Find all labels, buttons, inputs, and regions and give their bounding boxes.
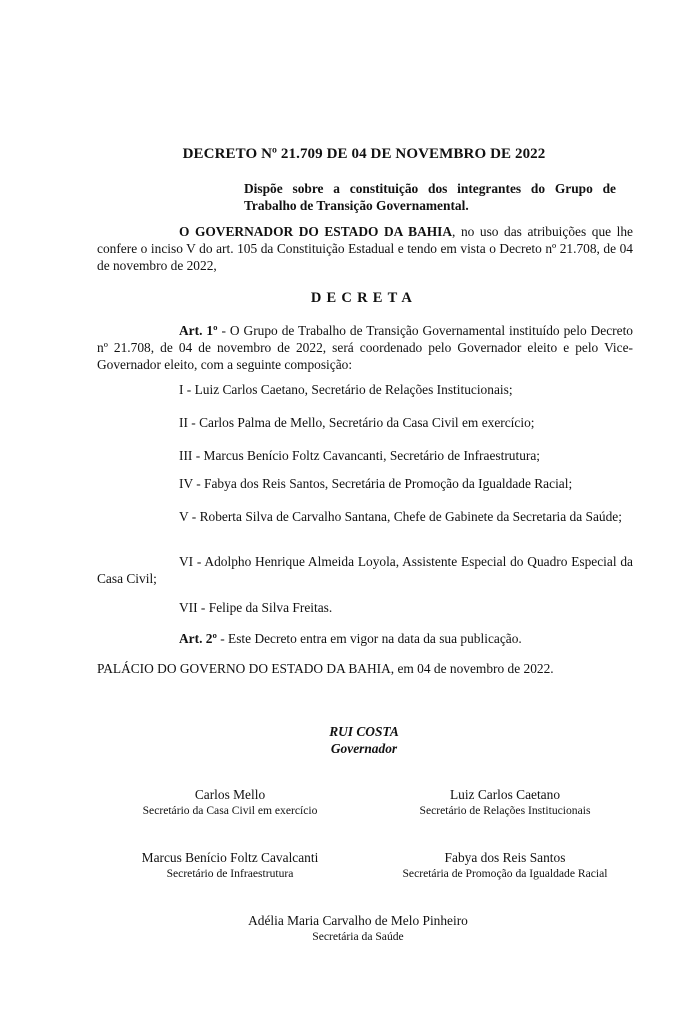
signatory-block bbox=[208, 912, 508, 945]
list-item: VI - Adolpho Henrique Almeida Loyola, Assistente Especial do Quadro Especial da Casa Civil; bbox=[97, 554, 633, 586]
signatory-role: Secretário da Casa Civil em exercício bbox=[142, 804, 318, 817]
signatory-role: Secretário de Infraestrutura bbox=[166, 867, 294, 880]
governor-signature bbox=[214, 723, 514, 757]
article-1-label: Art. 1º bbox=[179, 323, 218, 338]
article-1-text: - O Grupo de Trabalho de Transição Governamental instituído pelo Decreto nº 21.708, de 04 de novembro de 2022, será coordenado pelo Governador eleito e pelo Vice-Governador eleito, com a seguinte composição: bbox=[97, 323, 633, 372]
list-item: V - Roberta Silva de Carvalho Santana, Chefe de Gabinete da Secretaria da Saúde; bbox=[179, 509, 622, 524]
signatory-block bbox=[355, 786, 655, 819]
list-item: I - Luiz Carlos Caetano, Secretário de Relações Institucionais; bbox=[179, 382, 513, 397]
list-item: VII - Felipe da Silva Freitas. bbox=[179, 600, 333, 615]
signatory-name: Carlos Mello bbox=[194, 787, 266, 802]
signatory-role: Secretária da Saúde bbox=[312, 930, 404, 943]
preamble-paragraph bbox=[97, 223, 633, 274]
governor-role: Governador bbox=[330, 741, 398, 756]
signatory-name: Adélia Maria Carvalho de Melo Pinheiro bbox=[248, 913, 468, 928]
preamble-text: , no uso das atribuições que lhe confere o inciso V do art. 105 da Constituição Estadual e tendo em vista o Decreto nº 21.708, de 04 de novembro de 2022, bbox=[97, 224, 633, 273]
list-item: III - Marcus Benício Foltz Cavancanti, Secretário de Infraestrutura; bbox=[179, 448, 541, 463]
signatory-block bbox=[80, 849, 380, 882]
article-2-label: Art. 2º bbox=[179, 631, 217, 646]
signatory-name: Luiz Carlos Caetano bbox=[449, 787, 561, 802]
signatory-block bbox=[355, 849, 655, 882]
signatory-name: Fabya dos Reis Santos bbox=[444, 850, 566, 865]
article-1 bbox=[97, 322, 633, 373]
list-item: II - Carlos Palma de Mello, Secretário da Casa Civil em exercício; bbox=[179, 415, 535, 430]
decree-title: DECRETO Nº 21.709 DE 04 DE NOVEMBRO DE 2022 bbox=[182, 146, 546, 162]
signatory-role: Secretário de Relações Institucionais bbox=[419, 804, 591, 817]
signatory-role: Secretária de Promoção da Igualdade Racial bbox=[402, 867, 608, 880]
article-2 bbox=[97, 630, 633, 647]
governor-name: RUI COSTA bbox=[329, 724, 399, 739]
signatory-block bbox=[80, 786, 380, 819]
preamble-authority: O GOVERNADOR DO ESTADO DA BAHIA bbox=[179, 224, 453, 239]
decree-summary: Dispõe sobre a constituição dos integrantes do Grupo de Trabalho de Transição Governamental. bbox=[244, 181, 616, 213]
decreta-heading: DECRETA bbox=[310, 290, 418, 306]
article-2-text: - Este Decreto entra em vigor na data da sua publicação. bbox=[216, 631, 522, 646]
list-item: IV - Fabya dos Reis Santos, Secretária de Promoção da Igualdade Racial; bbox=[179, 476, 573, 491]
closing-line: PALÁCIO DO GOVERNO DO ESTADO DA BAHIA, em 04 de novembro de 2022. bbox=[97, 661, 554, 676]
signatory-name: Marcus Benício Foltz Cavalcanti bbox=[141, 850, 319, 865]
